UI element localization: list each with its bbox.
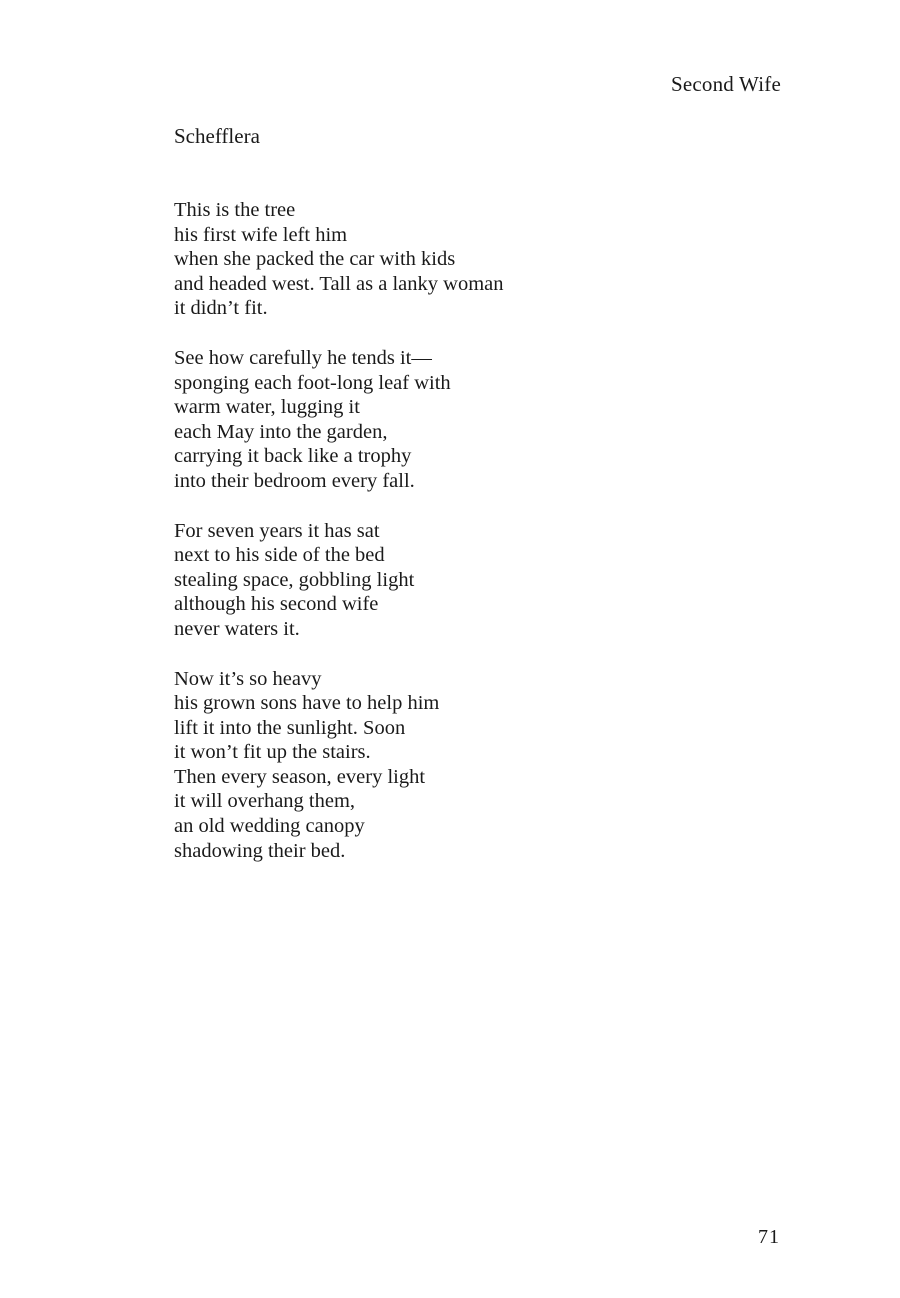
poem-line: lift it into the sunlight. Soon	[174, 716, 406, 739]
poem-line: his first wife left him	[174, 223, 348, 246]
page-number: 71	[758, 1226, 780, 1248]
poem-line: warm water, lugging it	[174, 396, 360, 419]
stanza-3	[174, 519, 734, 642]
poem-line: stealing space, gobbling light	[174, 568, 415, 591]
poem-line: it will overhang them,	[174, 790, 356, 813]
poem-line: sponging each foot-long leaf with	[174, 371, 451, 394]
poem-line: This is the tree	[174, 199, 296, 221]
poem-line: it won’t fit up the stairs.	[174, 741, 371, 764]
poem-body	[174, 198, 734, 888]
poem-line: when she packed the car with kids	[174, 248, 456, 271]
poem-line: next to his side of the bed	[174, 544, 385, 567]
poem-line: never waters it.	[174, 617, 300, 640]
poem-line: Then every season, every light	[174, 765, 426, 788]
stanza-1	[174, 198, 734, 321]
poem-line: and headed west. Tall as a lanky woman	[174, 272, 504, 295]
poem-line: it didn’t fit.	[174, 297, 268, 320]
poem-line: each May into the garden,	[174, 420, 388, 443]
poem-line: For seven years it has sat	[174, 519, 380, 542]
stanza-2	[174, 346, 734, 494]
poem-line: Now it’s so heavy	[174, 667, 322, 690]
poem-line: an old wedding canopy	[174, 815, 365, 838]
poem-line: See how carefully he tends it—	[174, 346, 432, 369]
poem-title: Schefflera	[174, 124, 260, 148]
poem-line: although his second wife	[174, 593, 379, 616]
poem-line: carrying it back like a trophy	[174, 445, 412, 468]
poem-line: into their bedroom every fall.	[174, 469, 415, 492]
poem-line: shadowing their bed.	[174, 839, 346, 862]
running-head: Second Wife	[670, 72, 781, 96]
stanza-4	[174, 667, 734, 864]
poem-line: his grown sons have to help him	[174, 692, 440, 715]
